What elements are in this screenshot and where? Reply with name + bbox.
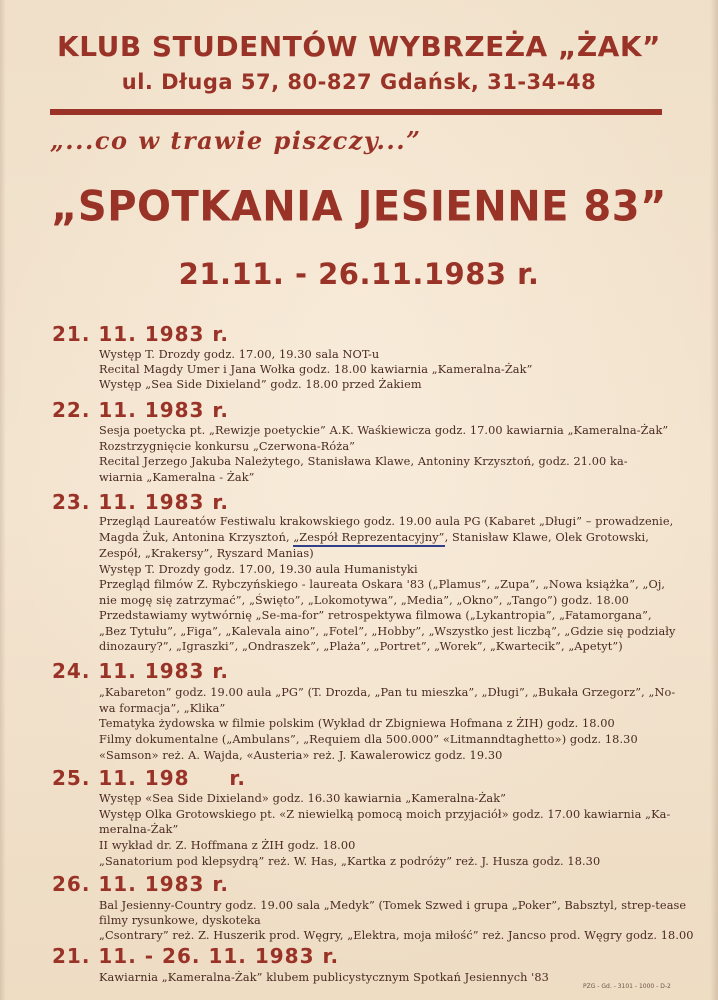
program-line: nie mogę się zatrzymać”, „Święto”, „Lokomotywa”, „Media”, „Okno”, „Tango”) godz. 18.00: [99, 594, 629, 607]
program-line: Sesja poetycka pt. „Rewizje poetyckie” A.K. Waśkiewicza godz. 17.00 kawiarnia „Kameralna-Żak”: [99, 424, 669, 437]
program-line: dinozaury?”, „Igraszki”, „Ondraszek”, „Plaża”, „Portret”, „Worek”, „Kwartecik”, „Apetyt”): [99, 640, 623, 653]
program-line: Zespół, „Krakersy”, Ryszard Manias): [99, 547, 314, 560]
program-line: Występ T. Drozdy godz. 17.00, 19.30 aula Humanistyki: [99, 563, 418, 576]
event-title: „SPOTKANIA JESIENNE 83”: [51, 182, 667, 232]
day-heading: 22. 11. 1983 r.: [52, 398, 230, 422]
program-line: „Csontrary” reż. Z. Huszerik prod. Węgry, „Elektra, moja miłość” reż. Jancso prod. Węgry godz. 18.00: [99, 929, 694, 942]
day-heading: 21. 11. 1983 r.: [52, 322, 230, 346]
program-line: Przegląd filmów Z. Rybczyńskiego - laureata Oskara '83 („Plamus”, „Zupa”, „Nowa książka”, „Oj,: [99, 578, 666, 591]
program-line: Rozstrzygnięcie konkursu „Czerwona-Róża”: [99, 440, 356, 453]
program-line: wa formacja”, „Klika”: [99, 702, 226, 715]
program-line: Bal Jesienny-Country godz. 19.00 sala „Medyk” (Tomek Szwed i grupa „Poker”, Babsztyl, strep-tease: [99, 899, 687, 912]
program-line: [99, 531, 649, 544]
program-line: wiarnia „Kameralna - Żak”: [99, 471, 255, 484]
program-line: Przedstawiamy wytwórnię „Se-ma-for” retrospektywa filmowa („Lykantropia”, „Fatamorgana”,: [99, 609, 652, 622]
program-line: meralna-Żak”: [99, 823, 179, 836]
program-line-part: , Stanisław Klawe, Olek Grotowski,: [444, 531, 649, 544]
day-heading: 24. 11. 1983 r.: [52, 659, 230, 683]
header-divider: [50, 109, 662, 115]
pen-underlined-name: „Zespół Reprezentacyjny”: [293, 531, 444, 547]
event-dates: 21.11. - 26.11.1983 r.: [178, 257, 540, 291]
program-line: „Bez Tytułu”, „Figa”, „Kalevala aino”, „Fotel”, „Hobby”, „Wszystko jest liczbą”, „Gdzie się podziały: [99, 625, 676, 638]
paper-fold-right: [710, 0, 718, 1000]
program-line: Recital Jerzego Jakuba Należytego, Stanisława Klawe, Antoniny Krzysztoń, godz. 21.00 ka-: [99, 455, 628, 468]
program-line: Występ Olka Grotowskiego pt. «Z niewielką pomocą moich przyjaciół» godz. 17.00 kawiarnia „Ka-: [99, 808, 671, 821]
program-line: II wykład dr. Z. Hoffmana z ŻIH godz. 18.00: [99, 839, 356, 852]
program-line-part: Magda Żuk, Antonina Krzysztoń,: [99, 531, 290, 544]
day-heading: 26. 11. 1983 r.: [52, 872, 230, 896]
program-line: „Kabareton” godz. 19.00 aula „PG” (T. Drozda, „Pan tu mieszka”, „Długi”, „Bukała Grzegorz”, „No-: [99, 686, 676, 699]
program-line: Przegląd Laureatów Festiwalu krakowskiego godz. 19.00 aula PG (Kabaret „Długi” – prowadzenie,: [99, 515, 674, 528]
program-line: Kawiarnia „Kameralna-Żak” klubem publicystycznym Spotkań Jesiennych '83: [99, 971, 549, 984]
club-address: ul. Długa 57, 80-827 Gdańsk, 31-34-48: [121, 70, 597, 94]
program-line: Występ „Sea Side Dixieland” godz. 18.00 przed Żakiem: [99, 378, 422, 391]
print-code: PZG - Gd. - 3101 - 1000 - D-2: [583, 983, 671, 990]
day-heading: 25. 11. 198 r.: [52, 766, 246, 790]
program-line: Recital Magdy Umer i Jana Wołka godz. 18.00 kawiarnia „Kameralna-Żak”: [99, 363, 533, 376]
program-line: „Sanatorium pod klepsydrą” reż. W. Has, „Kartka z podróży” reż. J. Husza godz. 18.30: [99, 855, 601, 868]
motto: „...co w trawie piszczy...”: [50, 126, 422, 155]
club-name: KLUB STUDENTÓW WYBRZEŻA „ŻAK”: [57, 30, 661, 63]
program-line: «Samson» reż. A. Wajda, «Austeria» reż. J. Kawalerowicz godz. 19.30: [99, 749, 503, 762]
paper-fold-left: [0, 0, 6, 1000]
program-line: Występ T. Drozdy godz. 17.00, 19.30 sala NOT-u: [99, 348, 380, 361]
day-heading: 23. 11. 1983 r.: [52, 490, 230, 514]
program-line: filmy rysunkowe, dyskoteka: [99, 914, 261, 927]
program-line: Filmy dokumentalne („Ambulans”, „Requiem dla 500.000” «Litmanndtaghetto») godz. 18.30: [99, 733, 638, 746]
program-line: Występ «Sea Side Dixieland» godz. 16.30 kawiarnia „Kameralna-Żak”: [99, 792, 507, 805]
program-line: Tematyka żydowska w filmie polskim (Wykład dr Zbigniewa Hofmana z ŻIH) godz. 18.00: [99, 717, 615, 730]
day-heading: 21. 11. - 26. 11. 1983 r.: [52, 944, 340, 968]
